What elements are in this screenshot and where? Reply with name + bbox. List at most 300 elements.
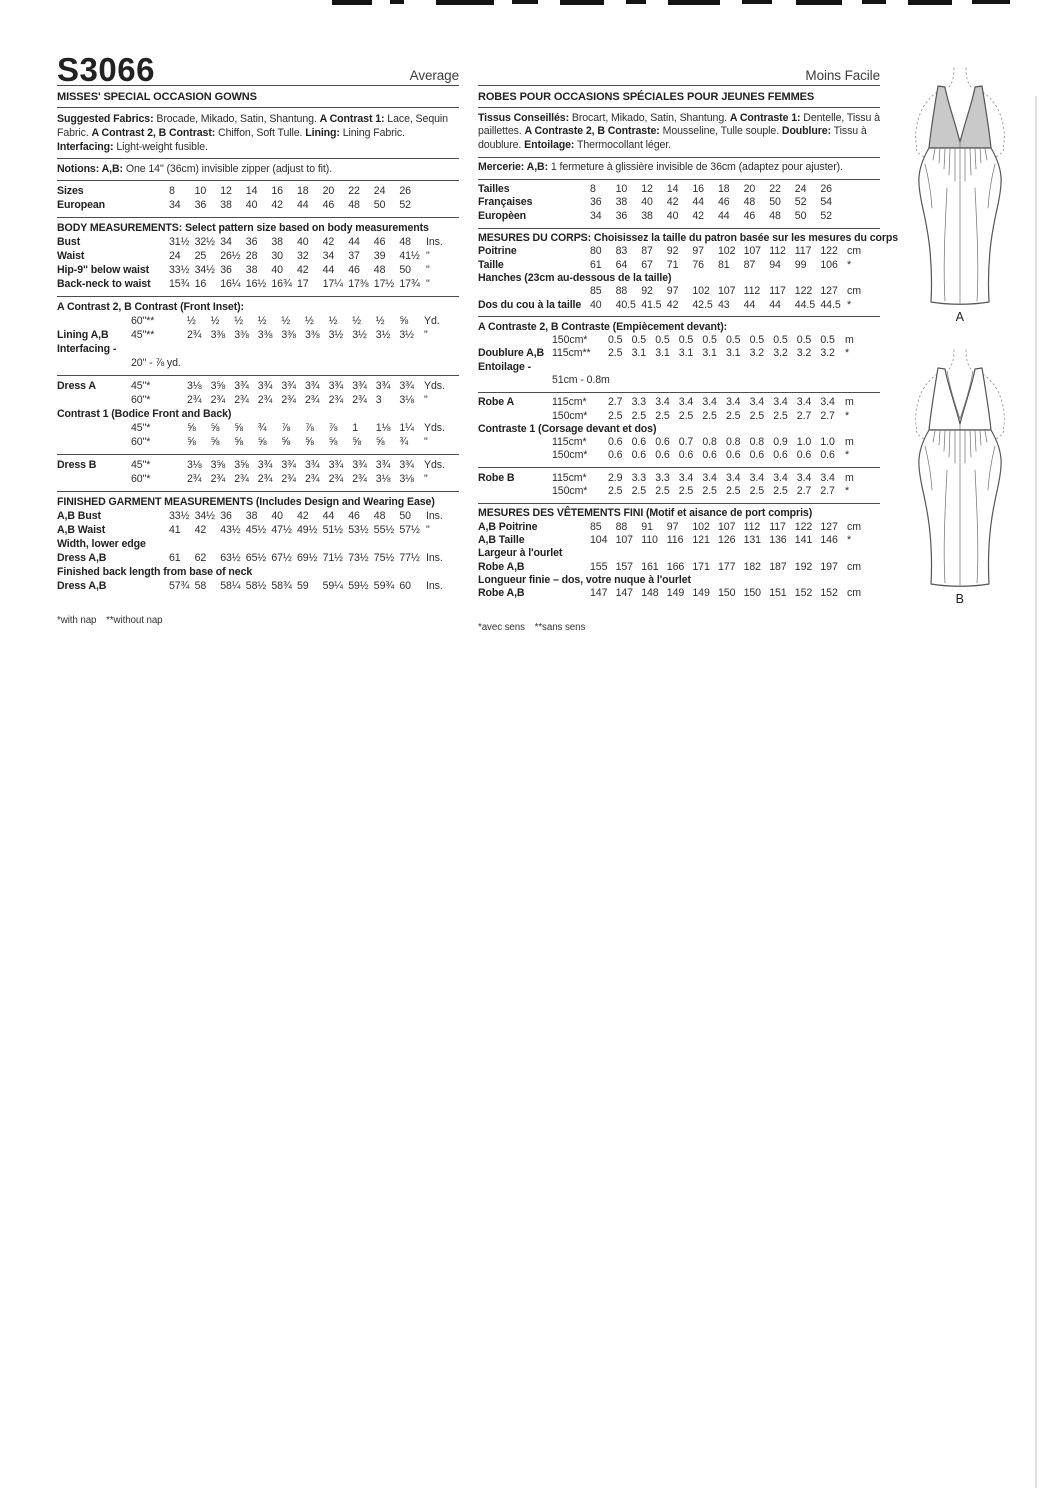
value-cell: 54 (820, 196, 832, 209)
unit-cell: Yds. (424, 422, 445, 435)
value-cell: 34 (220, 236, 232, 249)
value-cell: 42.5 (692, 298, 713, 311)
value-cell: 2¾ (187, 473, 202, 486)
view-a-figure (880, 56, 1040, 324)
dress-b-yardage-table-en (57, 456, 459, 489)
value-cell: 0.5 (678, 334, 694, 347)
run-bold: Interfacing: (57, 140, 114, 153)
value-cell: 44 (322, 264, 335, 277)
value-cell: 3.1 (678, 347, 694, 360)
value-cell: 0.6 (820, 449, 835, 462)
value-cell: ⅝ (281, 436, 291, 449)
value-cell: 17½ (373, 278, 395, 291)
value-cell: 16 (194, 278, 207, 291)
unit-cell: " (426, 278, 430, 291)
table-row (57, 328, 459, 342)
table-row (57, 379, 459, 393)
value-cell: 2.5 (655, 409, 670, 422)
value-cell: 44 (769, 298, 781, 311)
value-cell: 0.6 (655, 436, 670, 449)
value-cell: 2¾ (257, 473, 273, 486)
value-cell: 42 (666, 196, 679, 209)
value-cell: 3¾ (352, 459, 367, 472)
value-cell: 44 (743, 298, 756, 311)
row-label: Waist (57, 250, 85, 263)
table-row (478, 259, 880, 272)
value-cell: 3½ (375, 329, 391, 342)
value-cell: ⅝ (375, 436, 385, 449)
divider (57, 158, 459, 159)
value-cell: 3¾ (281, 459, 296, 472)
value-cell: 149 (692, 587, 710, 600)
value-cell: ⅝ (234, 422, 243, 435)
value-cell: ½ (187, 315, 196, 328)
value-cell: 3¾ (305, 459, 320, 472)
value-cell: 2.5 (726, 409, 741, 422)
row-label: Sizes (57, 185, 84, 198)
section-heading: MESURES DES VÊTEMENTS FINI (Motif et aisance de port compris) (478, 507, 813, 520)
fabric-width: 60"* (131, 473, 151, 486)
value-cell: 0.6 (702, 449, 717, 462)
value-cell: 106 (820, 258, 838, 271)
section-heading: A Contraste 2, B Contraste (Empiècement devant): (478, 320, 728, 333)
value-cell: 18 (718, 183, 730, 196)
value-cell: 2.7 (796, 485, 812, 498)
row-label (57, 435, 131, 449)
value-cell: 34 (322, 250, 335, 263)
section-heading: Contrast 1 (Bodice Front and Back) (57, 408, 232, 421)
value-cell: 59 (297, 580, 309, 593)
value-cell: 177 (718, 560, 736, 573)
french-column (478, 52, 899, 634)
value-cell: 117 (769, 520, 786, 533)
row-label: A,B Bust (57, 510, 101, 523)
value-cell: 2.5 (631, 409, 647, 422)
value-cell: 40 (641, 196, 653, 209)
value-cell: 57½ (399, 524, 420, 537)
value-cell: 3¾ (399, 380, 414, 393)
value-cell: 1¼ (399, 422, 414, 435)
value-cell: 3.4 (678, 396, 694, 409)
divider (478, 316, 880, 317)
value-cell: 36 (220, 264, 232, 277)
value-cell: 48 (373, 264, 386, 277)
value-cell: 3¾ (257, 459, 273, 472)
value-cell: 112 (743, 520, 761, 533)
value-cell: 2.5 (773, 485, 788, 498)
fabric-width: 115cm** (552, 347, 591, 360)
value-cell: 49½ (297, 524, 318, 537)
table-row (478, 196, 880, 209)
value-cell: 88 (615, 285, 628, 298)
value-cell: 55½ (373, 524, 395, 537)
table-heading-row (57, 537, 459, 551)
unit-cell: * (847, 533, 852, 546)
sizes-table-en (57, 182, 459, 215)
value-cell: 44 (692, 196, 704, 209)
value-cell: 87 (641, 245, 653, 258)
value-cell: 38 (245, 510, 258, 523)
unit-cell: Ins. (426, 580, 443, 593)
table-heading-row (57, 495, 459, 509)
value-cell: 16½ (245, 278, 267, 291)
value-cell: 24 (373, 185, 386, 198)
dress-a-illustration (885, 56, 1035, 308)
value-cell: 3.4 (702, 396, 717, 409)
dress-a-yardage-table-en (57, 377, 459, 452)
scan-mark (972, 0, 1010, 4)
value-cell: 117 (769, 285, 786, 298)
table-heading-row (478, 574, 880, 587)
value-cell: 122 (794, 285, 813, 298)
value-cell: 87 (743, 258, 756, 271)
suggested-fabrics-en (57, 110, 459, 157)
value-cell: 2.5 (773, 409, 788, 422)
run-bold: Suggested Fabrics: (57, 112, 154, 125)
value-cell: 43 (718, 298, 730, 311)
scan-mark (512, 0, 538, 4)
value-cell: ⅝ (305, 436, 314, 449)
table-heading-row (478, 232, 899, 245)
value-cell: 161 (641, 560, 659, 573)
row-label (478, 436, 552, 449)
value-cell: 131 (743, 533, 761, 546)
value-cell: ⅝ (257, 436, 267, 449)
value-cell: 36 (590, 196, 602, 209)
scan-mark (390, 0, 404, 4)
table-row (57, 472, 459, 486)
divider (57, 375, 459, 376)
table-heading-row (478, 272, 880, 285)
value-cell: 24 (794, 183, 807, 196)
fabric-width: 115cm* (552, 436, 587, 449)
row-label (478, 449, 552, 462)
value-cell: 10 (194, 185, 207, 198)
value-cell: 3¾ (399, 459, 414, 472)
value-cell: 2.5 (749, 409, 765, 422)
value-cell: 2.7 (820, 485, 835, 498)
section-heading: Width, lower edge (57, 538, 146, 551)
value-cell: 22 (769, 183, 781, 196)
value-cell: 44 (348, 236, 360, 249)
value-cell: 28 (245, 250, 258, 263)
value-cell: 41.5 (641, 298, 662, 311)
value-cell: 3¾ (375, 380, 391, 393)
value-cell: 34 (590, 209, 602, 222)
value-cell: 58¾ (271, 580, 292, 593)
value-cell: 0.8 (702, 436, 717, 449)
table-row (57, 509, 459, 523)
row-label: Entoilage - (478, 360, 532, 373)
row-label: Bust (57, 236, 81, 249)
sizes-table-fr (478, 181, 880, 226)
value-cell: 2.7 (796, 409, 812, 422)
value-cell: 33½ (169, 264, 190, 277)
value-cell: 48 (348, 199, 360, 212)
value-cell: 36 (194, 199, 207, 212)
value-cell: 58½ (245, 580, 267, 593)
divider (478, 85, 880, 86)
value-cell: 3¾ (234, 380, 249, 393)
value-cell: 75½ (373, 552, 395, 565)
value-cell: 3⅛ (399, 473, 414, 486)
value-cell: 0.6 (608, 449, 623, 462)
fabric-width: 45"* (131, 422, 151, 435)
value-cell: 44.5 (820, 298, 841, 311)
table-row (478, 436, 880, 449)
run-text: Lining Fabric. (339, 126, 405, 139)
english-column (57, 52, 459, 633)
row-label: A,B Waist (57, 524, 106, 537)
value-cell: 8 (590, 183, 596, 196)
value-cell: 107 (615, 533, 633, 546)
value-cell: 2¾ (281, 394, 296, 407)
value-cell: 18 (297, 185, 309, 198)
notions-en (57, 160, 459, 178)
value-cell: 34½ (194, 510, 215, 523)
divider (478, 392, 880, 393)
value-cell: 2.5 (608, 485, 623, 498)
table-row (478, 334, 880, 347)
value-cell: 83 (615, 245, 628, 258)
scan-mark (908, 0, 952, 5)
value-cell: 40 (245, 199, 258, 212)
value-cell: 2¾ (187, 329, 202, 342)
value-cell: 110 (641, 533, 658, 546)
table-row (478, 210, 880, 223)
row-label: Poitrine (478, 245, 517, 258)
table-row (478, 347, 880, 360)
pattern-number: S3066 (57, 51, 155, 88)
value-cell: 0.6 (608, 436, 623, 449)
divider (57, 107, 459, 108)
value-cell: 3¾ (328, 380, 344, 393)
value-cell: 1.0 (820, 436, 835, 449)
table-row (478, 183, 880, 196)
value-cell: 97 (666, 520, 679, 533)
header-row (57, 51, 459, 88)
value-cell: 64 (615, 258, 628, 271)
divider (478, 107, 880, 108)
table-heading-row (57, 300, 459, 314)
unit-cell: Yds. (424, 380, 445, 393)
table-row (57, 458, 459, 472)
view-illustrations (880, 56, 1040, 616)
value-cell: 1 (352, 422, 358, 435)
run-text: Tissu à doublure. (478, 125, 867, 152)
table-row (57, 393, 459, 407)
value-cell: 3.4 (749, 396, 765, 409)
fabric-width (552, 361, 608, 374)
value-cell: 76 (692, 258, 704, 271)
divider (57, 491, 459, 492)
value-cell: 69½ (297, 552, 318, 565)
value-cell: 122 (820, 245, 838, 258)
divider (478, 503, 880, 504)
value-cell: ⅞ (328, 422, 338, 435)
value-cell: 14 (245, 185, 258, 198)
unit-cell: cm (847, 587, 861, 600)
value-cell: 3.4 (820, 396, 835, 409)
value-cell: 187 (769, 560, 787, 573)
unit-cell: * (847, 298, 852, 311)
value-cell: 42 (194, 524, 207, 537)
fabric-width (131, 342, 187, 356)
value-cell: 3.4 (655, 396, 670, 409)
row-label: Back-neck to waist (57, 278, 151, 291)
value-cell: 34 (169, 199, 181, 212)
value-cell: 2.5 (631, 485, 647, 498)
value-cell: 59¼ (322, 580, 343, 593)
fabric-width: 60"* (131, 394, 151, 407)
fabric-width: 115cm* (552, 396, 587, 409)
value-cell: 104 (590, 533, 608, 546)
run-text: Brocart, Mikado, Satin, Shantung. (569, 111, 730, 124)
value-cell: 17 (297, 278, 309, 291)
table-row (478, 245, 880, 258)
unit-cell: cm (847, 245, 861, 258)
value-cell: ⅞ (305, 422, 314, 435)
value-cell: ½ (328, 315, 338, 328)
value-cell: 40 (297, 236, 309, 249)
value-cell: 50 (373, 199, 386, 212)
unit-cell: " (426, 264, 430, 277)
value-cell: 85 (590, 285, 602, 298)
value-cell: 3.4 (726, 396, 741, 409)
row-label: A,B Taille (478, 533, 525, 546)
table-row (57, 249, 459, 263)
divider (478, 179, 880, 180)
value-cell: 3¾ (305, 380, 320, 393)
unit-cell: " (424, 436, 428, 449)
value-cell: ⅝ (187, 436, 196, 449)
value-cell: 171 (692, 560, 710, 573)
value-cell: 52 (794, 196, 807, 209)
unit-cell (425, 184, 459, 198)
value-cell: ⅞ (281, 422, 291, 435)
value-cell: 112 (743, 285, 761, 298)
value-cell: 0.5 (702, 334, 717, 347)
unit-cell: cm (847, 285, 861, 298)
value-cell: ⅝ (210, 422, 220, 435)
unit-cell (425, 198, 459, 212)
value-cell: 152 (794, 587, 813, 600)
row-text: 51cm - 0.8m (552, 373, 610, 386)
row-label: Robe A (478, 396, 515, 409)
value-cell: 42 (322, 236, 335, 249)
value-cell: 3⅜ (210, 329, 226, 342)
value-cell: 3⅛ (375, 473, 391, 486)
table-row (57, 551, 459, 565)
value-cell: 147 (615, 587, 633, 600)
value-cell: 42 (692, 209, 704, 222)
value-cell: 117 (794, 245, 812, 258)
table-row (478, 472, 880, 485)
value-cell: 147 (590, 587, 608, 600)
value-cell: 50 (399, 264, 411, 277)
table-heading-row (57, 407, 459, 421)
value-cell: 3¾ (257, 380, 273, 393)
value-cell: 0.6 (631, 449, 647, 462)
value-cell: 150 (743, 587, 761, 600)
run-text: Thermocollant léger. (574, 139, 671, 152)
value-cell: 40 (271, 264, 283, 277)
fabric-width: 60"** (131, 315, 155, 328)
value-cell: 2.5 (702, 485, 717, 498)
value-cell: 26½ (220, 250, 241, 263)
value-cell: 127 (820, 520, 838, 533)
unit-cell: Ins. (426, 236, 443, 249)
section-heading: Longueur finie – dos, votre nuque à l'ourlet (478, 573, 691, 586)
scan-mark (560, 0, 604, 5)
value-cell: 157 (615, 560, 633, 573)
unit-cell: * (845, 485, 850, 498)
fabric-width: 150cm* (552, 409, 588, 422)
value-cell: 3.4 (678, 471, 694, 484)
value-cell: 2¾ (187, 394, 202, 407)
unit-cell: m (845, 471, 854, 484)
value-cell: 44 (322, 510, 335, 523)
unit-cell: Yds. (424, 459, 445, 472)
value-cell: 46 (373, 236, 386, 249)
value-cell: 51½ (322, 524, 343, 537)
value-cell: 0.5 (608, 334, 623, 347)
value-cell: 2.5 (608, 347, 623, 360)
value-cell: 16¼ (220, 278, 241, 291)
unit-cell: cm (847, 520, 861, 533)
value-cell: 182 (743, 560, 761, 573)
run-bold: Mercerie: A,B: (478, 161, 549, 174)
table-row (478, 410, 880, 423)
value-cell: 0.9 (773, 436, 788, 449)
value-cell: 3.4 (796, 471, 812, 484)
unit-cell: * (845, 347, 850, 360)
value-cell: 126 (718, 533, 736, 546)
unit-cell: Yd. (424, 315, 440, 328)
value-cell: 46 (348, 264, 360, 277)
table-row (57, 184, 459, 198)
nap-footnote-fr: *avec sens **sans sens (478, 622, 586, 634)
table-row (478, 587, 880, 600)
table-row (478, 285, 880, 298)
body-measurements-table-fr (478, 230, 899, 315)
value-cell: ½ (375, 315, 385, 328)
notions-fr (478, 159, 880, 177)
table-row (57, 579, 459, 593)
unit-cell: * (847, 258, 852, 271)
value-cell: 2.5 (655, 485, 670, 498)
fabric-width: 150cm* (552, 449, 588, 462)
value-cell: 38 (641, 209, 653, 222)
value-cell: 152 (820, 587, 838, 600)
table-row (57, 198, 459, 212)
value-cell: 46 (322, 199, 335, 212)
value-cell: 42 (297, 510, 309, 523)
value-cell: 3⅝ (210, 380, 226, 393)
value-cell: 2¾ (328, 394, 344, 407)
value-cell: 71½ (322, 552, 343, 565)
row-label: Robe B (478, 471, 515, 484)
table-row (478, 449, 880, 462)
difficulty-label-fr: Moins Facile (805, 68, 880, 83)
front-inset-yardage-table-en (57, 298, 459, 373)
row-label: Lining A,B (57, 329, 109, 342)
value-cell: 38 (271, 236, 283, 249)
value-cell: 3.4 (773, 396, 788, 409)
row-label (478, 334, 552, 347)
fabric-width: 45"** (131, 329, 155, 342)
row-label: Doublure A,B (478, 347, 545, 360)
